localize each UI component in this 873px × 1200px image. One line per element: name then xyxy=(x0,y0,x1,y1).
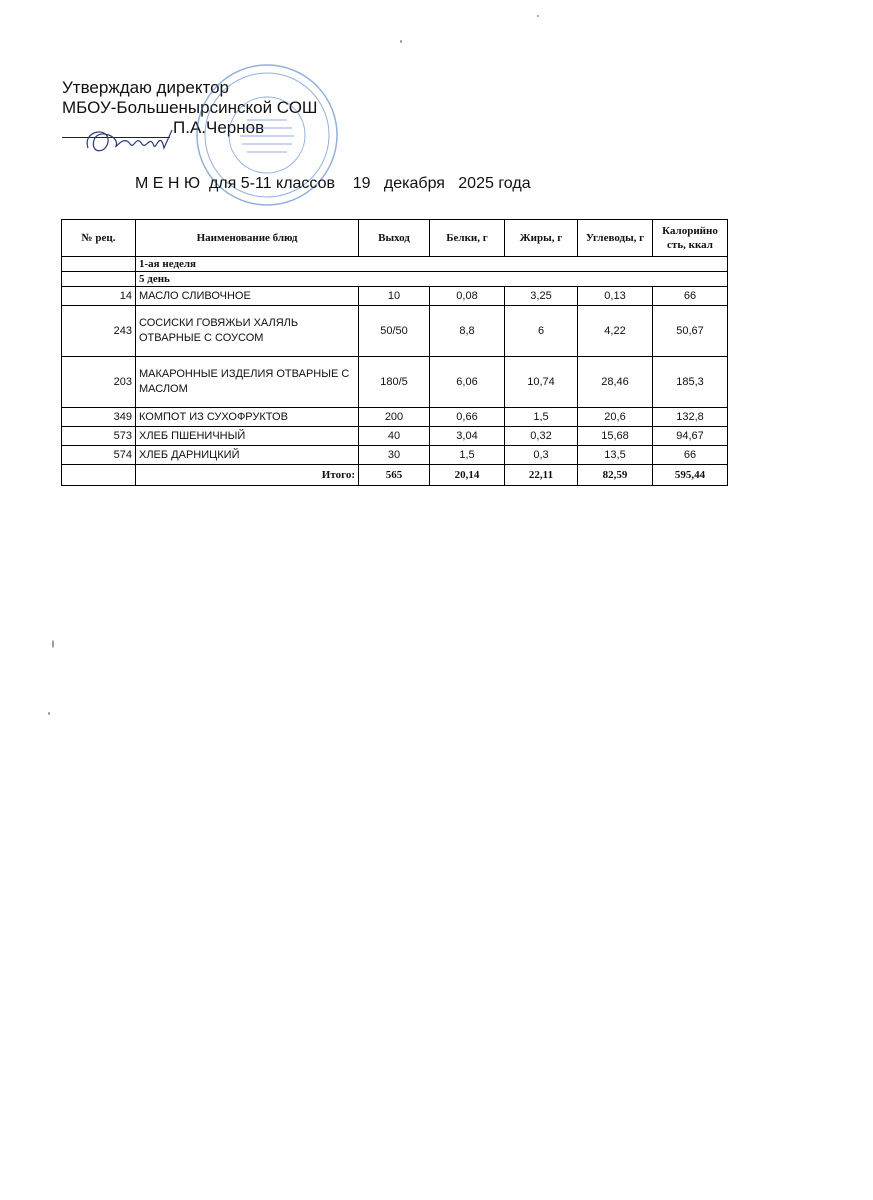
dish-yield: 180/5 xyxy=(359,357,430,408)
dish-kcal: 66 xyxy=(653,287,728,306)
rec-number: 14 xyxy=(62,287,136,306)
dish-carbs: 15,68 xyxy=(578,427,653,446)
approval-title: Утверждаю директор xyxy=(62,78,230,97)
header-row xyxy=(62,220,728,257)
dish-protein: 0,08 xyxy=(430,287,505,306)
dish-name: МАСЛО СЛИВОЧНОЕ xyxy=(136,287,359,306)
dish-fat: 6 xyxy=(505,306,578,357)
total-row xyxy=(62,465,728,486)
week-row xyxy=(62,257,728,272)
rec-number: 349 xyxy=(62,408,136,427)
dish-carbs: 28,46 xyxy=(578,357,653,408)
dish-name: СОСИСКИ ГОВЯЖЬИ ХАЛЯЛЬ ОТВАРНЫЕ С СОУСОМ xyxy=(136,306,359,357)
header-fat: Жиры, г xyxy=(505,220,578,257)
scan-speck xyxy=(400,40,402,43)
dish-carbs: 20,6 xyxy=(578,408,653,427)
total-label: Итого: xyxy=(136,465,359,486)
school-name: МБОУ-Большенырсинской СОШ xyxy=(62,98,318,117)
header-protein: Белки, г xyxy=(430,220,505,257)
day-row xyxy=(62,272,728,287)
week-label: 1-ая неделя xyxy=(136,257,728,272)
dish-name: ХЛЕБ ДАРНИЦКИЙ xyxy=(136,446,359,465)
dish-name: КОМПОТ ИЗ СУХОФРУКТОВ xyxy=(136,408,359,427)
table-row xyxy=(62,427,728,446)
dish-protein: 6,06 xyxy=(430,357,505,408)
scan-speck xyxy=(48,712,50,715)
header-name: Наименование блюд xyxy=(136,220,359,257)
dish-fat: 3,25 xyxy=(505,287,578,306)
dish-yield: 50/50 xyxy=(359,306,430,357)
header-carbs: Углеводы, г xyxy=(578,220,653,257)
signer-name: П.А.Чернов xyxy=(173,118,265,137)
menu-title: М Е Н Ю для 5-11 классов 19 декабря 2025 года xyxy=(135,175,531,192)
dish-kcal: 94,67 xyxy=(653,427,728,446)
day-label: 5 день xyxy=(136,272,728,287)
total-carbs: 82,59 xyxy=(578,465,653,486)
signature-icon xyxy=(80,120,180,160)
dish-carbs: 0,13 xyxy=(578,287,653,306)
table-row xyxy=(62,408,728,427)
scan-speck xyxy=(52,640,54,648)
dish-kcal: 185,3 xyxy=(653,357,728,408)
total-yield: 565 xyxy=(359,465,430,486)
rec-number: 573 xyxy=(62,427,136,446)
dish-carbs: 4,22 xyxy=(578,306,653,357)
total-kcal: 595,44 xyxy=(653,465,728,486)
dish-kcal: 50,67 xyxy=(653,306,728,357)
header-kcal: Калорийно сть, ккал xyxy=(653,220,728,257)
total-protein: 20,14 xyxy=(430,465,505,486)
rec-number: 243 xyxy=(62,306,136,357)
dish-fat: 0,32 xyxy=(505,427,578,446)
dish-carbs: 13,5 xyxy=(578,446,653,465)
dish-name: ХЛЕБ ПШЕНИЧНЫЙ xyxy=(136,427,359,446)
menu-table xyxy=(61,219,728,486)
dish-yield: 40 xyxy=(359,427,430,446)
rec-number: 574 xyxy=(62,446,136,465)
dish-yield: 30 xyxy=(359,446,430,465)
scan-speck xyxy=(537,15,539,17)
dish-yield: 10 xyxy=(359,287,430,306)
dish-kcal: 132,8 xyxy=(653,408,728,427)
dish-fat: 1,5 xyxy=(505,408,578,427)
header-yield: Выход xyxy=(359,220,430,257)
total-fat: 22,11 xyxy=(505,465,578,486)
dish-kcal: 66 xyxy=(653,446,728,465)
dish-protein: 3,04 xyxy=(430,427,505,446)
table-row xyxy=(62,446,728,465)
dish-fat: 10,74 xyxy=(505,357,578,408)
dish-protein: 1,5 xyxy=(430,446,505,465)
dish-protein: 8,8 xyxy=(430,306,505,357)
table-row xyxy=(62,306,728,357)
dish-name: МАКАРОННЫЕ ИЗДЕЛИЯ ОТВАРНЫЕ С МАСЛОМ xyxy=(136,357,359,408)
dish-yield: 200 xyxy=(359,408,430,427)
dish-fat: 0,3 xyxy=(505,446,578,465)
dish-protein: 0,66 xyxy=(430,408,505,427)
table-row xyxy=(62,287,728,306)
header-rec: № рец. xyxy=(62,220,136,257)
table-row xyxy=(62,357,728,408)
rec-number: 203 xyxy=(62,357,136,408)
